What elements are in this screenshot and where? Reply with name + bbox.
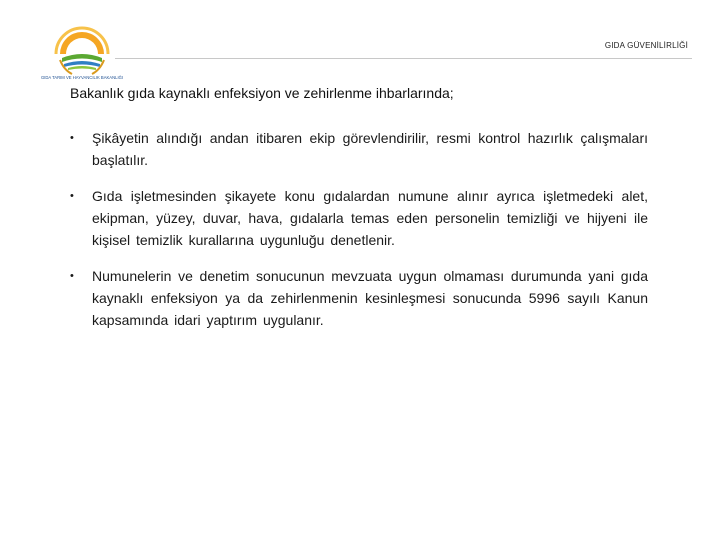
bullet-text: Şikâyetin alındığı andan itibaren ekip görevlendirilir, resmi kontrol hazırlık çalışmaları başlatılır. bbox=[92, 130, 648, 168]
bullet-text: Numunelerin ve denetim sonucunun mevzuata uygun olmaması durumunda yani gıda kaynaklı enfeksiyon ya da zehirlenmenin kesinleşmesi sonucunda 5996 sayılı Kanun kapsamında idari yaptırım uygulanır. bbox=[92, 268, 648, 328]
bullet-list bbox=[70, 127, 648, 331]
ministry-logo-icon bbox=[40, 24, 124, 90]
list-item bbox=[70, 265, 648, 331]
bullet-icon: • bbox=[70, 270, 74, 282]
logo-text: GIDA TARIM VE HAYVANCILIK BAKANLIĞI bbox=[40, 75, 124, 80]
section-label: GIDA GÜVENİLİRLİĞİ bbox=[604, 41, 688, 50]
list-item bbox=[70, 127, 648, 171]
bullet-icon: • bbox=[70, 132, 74, 144]
page-title: Bakanlık gıda kaynaklı enfeksiyon ve zehirlenme ihbarlarında; bbox=[70, 85, 454, 101]
list-item bbox=[70, 185, 648, 251]
sun-rays bbox=[60, 32, 104, 54]
bullet-text: Gıda işletmesinden şikayete konu gıdalardan numune alınır ayrıca işletmedeki alet, ekipman, yüzey, duvar, hava, gıdalarla temas eden personelin temizliği ve hijyeni ile kişisel temizlik kurallarına uygunluğu denetlenir. bbox=[92, 188, 648, 248]
header-divider bbox=[115, 58, 692, 59]
bullet-icon: • bbox=[70, 190, 74, 202]
